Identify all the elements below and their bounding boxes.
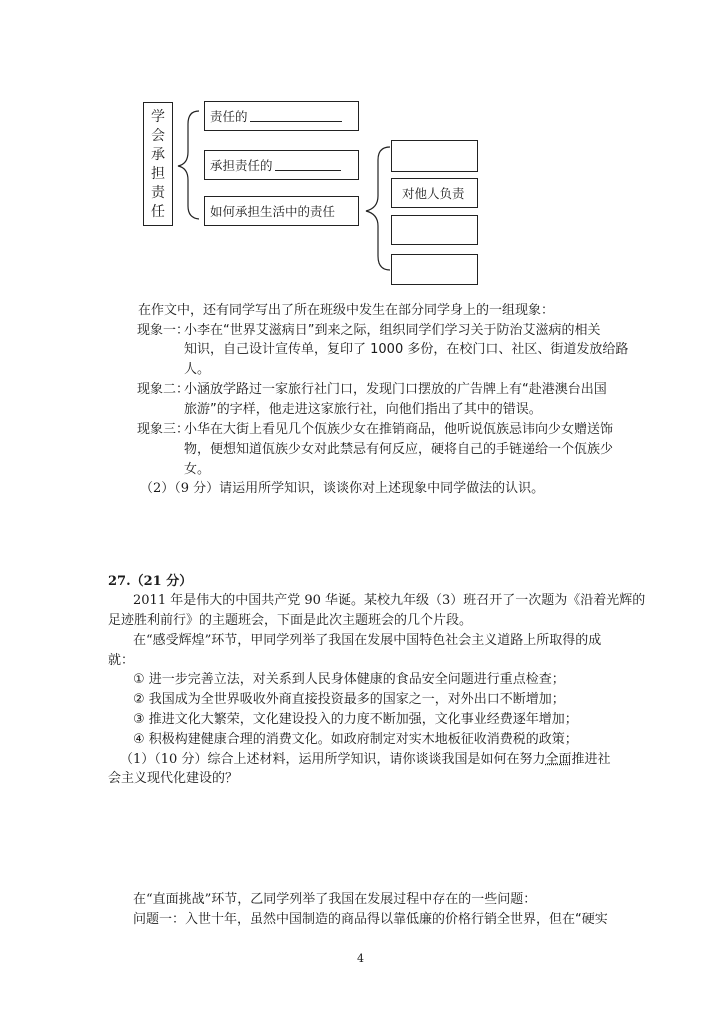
phenomenon3-text: 物，便想知道佤族少女对此禁忌有何反应，硬将自己的手链递给一个佤族少 — [184, 442, 614, 457]
title-char: 会 — [151, 127, 165, 144]
right-brace — [366, 147, 390, 270]
problem1-label: 问题一： — [133, 912, 186, 927]
answer-blank — [250, 111, 342, 122]
phenomenon2-text: 旅游”的字样，他走进这家旅行社，向他们指出了其中的错误。 — [184, 402, 542, 417]
achievement-item: ② 我国成为全世界吸收外商直接投资最多的国家之一，对外出口不断增加； — [133, 692, 565, 707]
sub-box-3 — [391, 215, 478, 245]
achievement-item: ④ 积极构建健康合理的消费文化。如政府制定对实木地板征收消费税的政策； — [133, 732, 578, 747]
phenomenon1-text: 小李在“世界艾滋病日”到来之际，组织同学们学习关于防治艾滋病的相关 — [184, 323, 601, 338]
phenomenon3-label: 现象三： — [137, 422, 190, 437]
branch-box-1: 责任的 — [204, 101, 359, 131]
phenomenon3-text: 女。 — [184, 462, 211, 477]
sub-box-1 — [391, 140, 478, 172]
diagram-braces — [0, 0, 724, 300]
phenomenon1-text: 知识，自己设计宣传单，复印了 1000 多份，在校门口、社区、街道发放给路 — [184, 342, 629, 357]
phenomenon2-label: 现象二： — [137, 382, 190, 397]
achievement-item: ③ 推进文化大繁荣，文化建设投入的力度不断加强，文化事业经费逐年增加； — [133, 712, 578, 727]
page-number: 4 — [357, 952, 364, 965]
phenomenon2-text: 小涵放学路过一家旅行社门口，发现门口摆放的广告牌上有“赴港澳台出国 — [184, 382, 607, 397]
title-char: 学 — [151, 108, 165, 125]
question-2: （2）（9 分）请运用所学知识，谈谈你对上述现象中同学做法的认识。 — [140, 481, 545, 496]
section1-intro: 在作文中，还有同学写出了所在班级中发生在部分同学身上的一组现象： — [138, 303, 555, 318]
problem1-text: 入世十年，虽然中国制造的商品得以靠低廉的价格行销全世界，但在“硬实 — [185, 912, 608, 927]
challenge-intro: 在“直面挑战”环节，乙同学列举了我国在发展过程中存在的一些问题： — [133, 892, 537, 907]
phenomenon3-text: 小华在大街上看见几个佤族少女在推销商品，他听说佤族忌讳向少女赠送饰 — [184, 422, 614, 437]
sub-box-2: 对他人负责 — [391, 178, 478, 208]
question-27-heading: 27.（21 分） — [108, 574, 193, 589]
left-brace — [178, 111, 199, 219]
title-char: 责 — [151, 184, 165, 201]
paragraph-line: 就： — [108, 653, 135, 668]
branch-box-3: 如何承担生活中的责任 — [204, 196, 359, 226]
paragraph-line: 足迹胜利前行》的主题班会，下面是此次主题班会的几个片段。 — [108, 613, 473, 628]
title-char: 承 — [151, 146, 165, 163]
achievement-item: ① 进一步完善立法，对关系到人民身体健康的食品安全问题进行重点检查； — [133, 672, 565, 687]
phenomenon1-label: 现象一： — [137, 323, 190, 338]
question-1: （1）（10 分）综合上述材料，运用所学知识，请你谈谈我国是如何在努力全面推进社 — [120, 752, 611, 767]
question-1-cont: 会主义现代化建设的？ — [108, 771, 239, 786]
emphasis-text: 全面 — [545, 752, 572, 767]
paragraph-line: 2011 年是伟大的中国共产党 90 华诞。某校九年级（3）班召开了一次题为《沿着光辉的 — [133, 593, 646, 608]
title-char: 担 — [151, 165, 165, 182]
paragraph-line: 在“感受辉煌”环节，甲同学列举了我国在发展中国特色社会主义道路上所取得的成 — [133, 633, 602, 648]
branch-box-2: 承担责任的 — [204, 150, 359, 180]
sub-box-4 — [391, 254, 478, 285]
title-char: 任 — [151, 203, 165, 220]
answer-blank — [275, 160, 341, 171]
phenomenon1-text: 人。 — [184, 362, 211, 377]
